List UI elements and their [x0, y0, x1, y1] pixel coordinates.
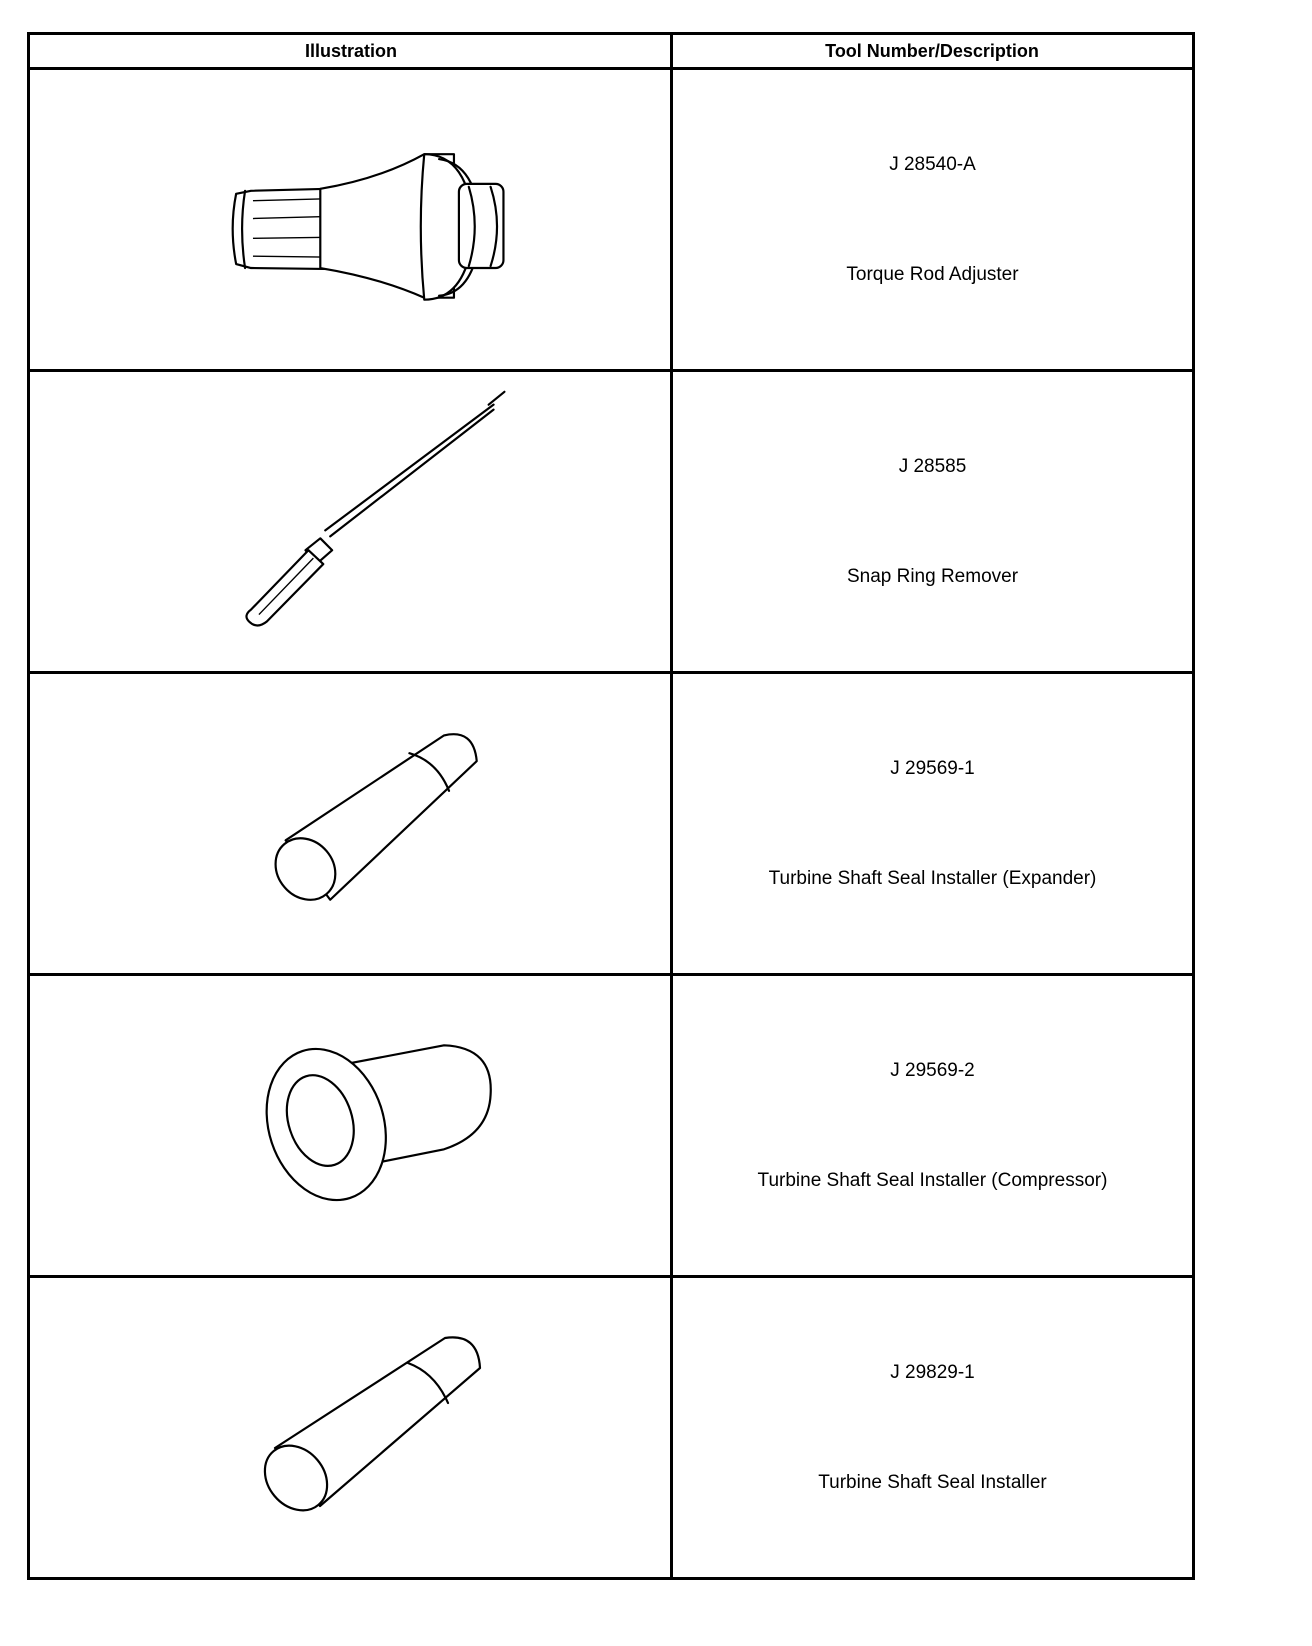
tool-description: Turbine Shaft Seal Installer (Expander): [768, 868, 1097, 889]
description-cell: [673, 372, 1192, 671]
illustration-cell: [30, 1278, 670, 1580]
special-tools-table: [27, 32, 1195, 1580]
illustration-cell: [30, 976, 670, 1275]
tool-description: Turbine Shaft Seal Installer (Compressor): [757, 1170, 1108, 1191]
description-cell: [673, 674, 1192, 973]
tool-number: J 29569-2: [890, 1060, 975, 1081]
tool-number: J 29569-1: [890, 758, 975, 779]
tool-number: J 28540-A: [889, 154, 976, 175]
tool-number: J 28585: [898, 456, 967, 477]
tool-number: J 29829-1: [890, 1362, 975, 1383]
illustration-cell: [30, 372, 670, 671]
table-header: [30, 35, 1192, 70]
column-divider: [670, 35, 673, 1577]
tool-description: Torque Rod Adjuster: [846, 264, 1019, 285]
snap-ring-remover-icon: [30, 372, 670, 671]
seal-installer-icon: [30, 1278, 670, 1580]
header-tool-number-description: Tool Number/Description: [825, 41, 1039, 61]
description-cell: [673, 976, 1192, 1275]
illustration-cell: [30, 70, 670, 369]
tool-description: Turbine Shaft Seal Installer: [818, 1472, 1047, 1493]
seal-compressor-icon: [30, 976, 670, 1275]
seal-expander-icon: [30, 674, 670, 973]
description-cell: [673, 1278, 1192, 1580]
description-cell: [673, 70, 1192, 369]
table-row: [30, 1278, 1192, 1580]
table-row: [30, 976, 1192, 1278]
illustration-cell: [30, 674, 670, 973]
table-row: [30, 674, 1192, 976]
torque-rod-adjuster-icon: [30, 70, 670, 369]
table-row: [30, 372, 1192, 674]
tool-description: Snap Ring Remover: [846, 566, 1019, 587]
table-row: [30, 70, 1192, 372]
header-illustration: Illustration: [304, 41, 397, 61]
